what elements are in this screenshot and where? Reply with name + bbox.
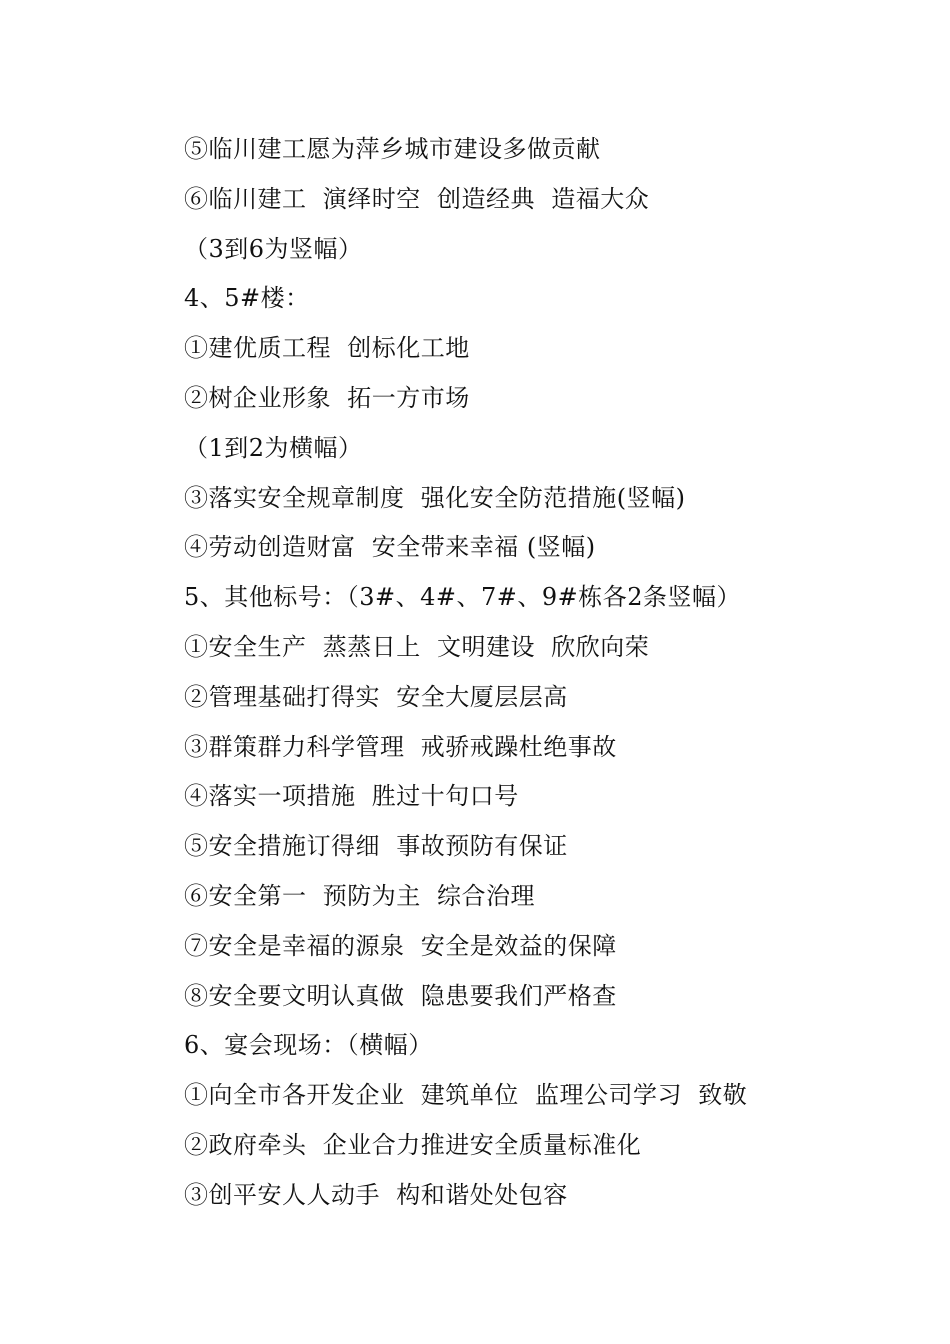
text-line: ⑥安全第一 预防为主 综合治理 [184,881,536,910]
text-line: ①安全生产 蒸蒸日上 文明建设 欣欣向荣 [184,632,650,661]
section-heading: 4、5#楼： [184,284,310,313]
text-line: （1到2为横幅） [184,433,363,462]
text-line: ①建优质工程 创标化工地 [184,334,470,363]
text-line: ③群策群力科学管理 戒骄戒躁杜绝事故 [184,732,617,761]
text-line: ⑧安全要文明认真做 隐患要我们严格查 [184,981,617,1010]
text-line: ⑥临川建工 演绎时空 创造经典 造福大众 [184,184,650,213]
text-line: ④落实一项措施 胜过十句口号 [184,782,519,811]
section-heading: 5、其他标号：（3#、4#、7#、9#栋各2条竖幅） [184,583,742,612]
text-line: ⑦安全是幸福的源泉 安全是效益的保障 [184,931,617,960]
text-line: ①向全市各开发企业 建筑单位 监理公司学习 致敬 [184,1081,748,1110]
text-line: ②管理基础打得实 安全大厦层层高 [184,682,568,711]
text-line: ⑤安全措施订得细 事故预防有保证 [184,832,568,861]
section-heading: 6、宴会现场：（横幅） [184,1031,433,1060]
text-line: ③创平安人人动手 构和谐处处包容 [184,1180,568,1209]
text-line: ⑤临川建工愿为萍乡城市建设多做贡献 [184,135,601,163]
text-line: ④劳动创造财富 安全带来幸福 (竖幅) [184,533,596,562]
text-line: ②树企业形象 拓一方市场 [184,383,470,412]
text-line: （3到6为竖幅） [184,234,363,263]
document-body [184,125,884,1221]
text-line: ③落实安全规章制度 强化安全防范措施(竖幅) [184,483,686,512]
text-line: ②政府牵头 企业合力推进安全质量标准化 [184,1130,642,1159]
